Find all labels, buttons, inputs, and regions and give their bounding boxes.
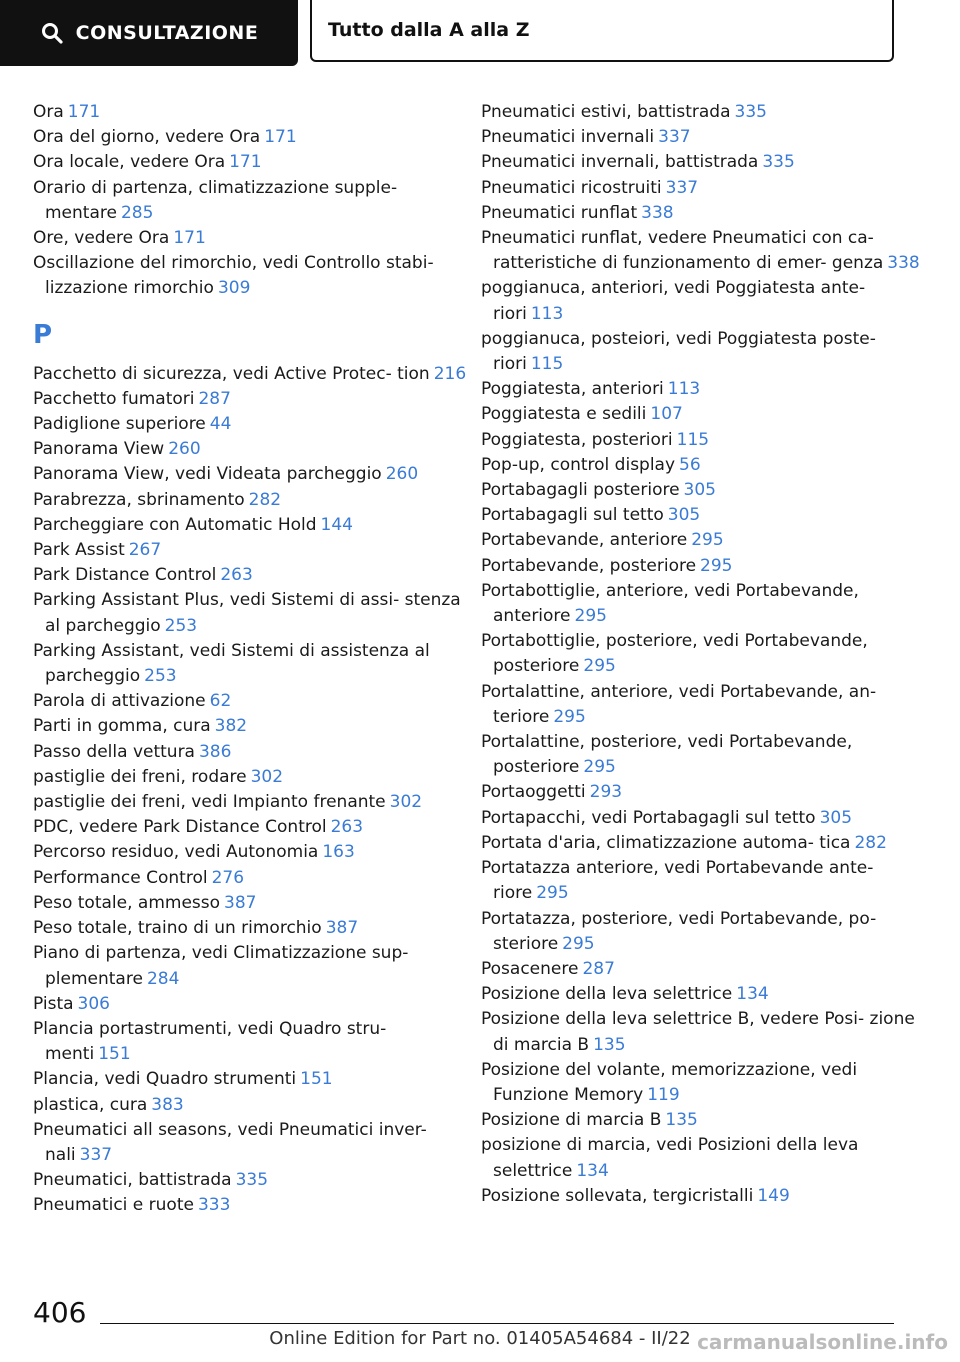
index-entry (481, 1108, 921, 1133)
index-entry (481, 125, 921, 150)
index-entry (33, 100, 473, 125)
page-link[interactable]: 305 (667, 505, 701, 526)
page-link[interactable]: 295 (691, 530, 724, 551)
index-entry-text: PDC, vedere Park Distance Control (33, 817, 327, 838)
index-entry (481, 276, 921, 326)
index-entry-text: Posizione della leva selettrice (481, 984, 733, 1005)
index-entry-text: plastica, cura (33, 1094, 148, 1115)
page-link[interactable]: 163 (322, 842, 355, 863)
index-entry-text: pastiglie dei freni, vedi Impianto frenante (33, 792, 386, 813)
index-entry (481, 907, 921, 957)
index-entry-text: Pneumatici invernali, battistrada (481, 152, 759, 173)
index-entry-text: poggianuca, anteriori, vedi Poggiatesta ante- riori (481, 278, 866, 324)
index-entry-text: Portabagagli posteriore (481, 480, 680, 501)
index-entry-text: Portabagagli sul tetto (481, 505, 664, 526)
page-link[interactable]: 295 (553, 706, 586, 727)
index-column-right (481, 100, 921, 1209)
index-entry-text: Panorama View (33, 439, 165, 460)
index-entry-text: Portaoggetti (481, 782, 586, 803)
page-link[interactable]: 338 (887, 253, 920, 274)
page-link[interactable]: 302 (250, 766, 284, 787)
page-link[interactable]: 295 (583, 757, 616, 778)
index-entry-text: Portabevande, anteriore (481, 530, 688, 551)
index-entry (481, 1007, 921, 1057)
page-link[interactable]: 309 (217, 278, 251, 299)
index-entry-text: Parola di attivazione (33, 691, 206, 712)
index-entry (33, 588, 473, 638)
search-icon (40, 21, 64, 45)
page-link[interactable]: 333 (197, 1195, 231, 1216)
index-entry (33, 891, 473, 916)
index-entry (481, 528, 921, 553)
page-link[interactable]: 253 (164, 615, 198, 636)
index-entry-text: Pneumatici runflat, vedere Pneumatici con ca- ratteristiche di funzionamento di emer- genza (481, 228, 884, 274)
index-entry-text: Portalattine, anteriore, vedi Portabevande, an- teriore (481, 681, 877, 727)
index-entry (33, 689, 473, 714)
index-entry-text: Pacchetto fumatori (33, 388, 195, 409)
index-entry (481, 1133, 921, 1183)
page-link[interactable]: 113 (530, 303, 564, 324)
index-entry-text: Parking Assistant, vedi Sistemi di assistenza al parcheggio (33, 640, 430, 687)
index-entry-text: posizione di marcia, vedi Posizioni della leva selettrice (481, 1135, 859, 1181)
index-entry-text: Poggiatesta, anteriori (481, 379, 664, 400)
index-entry (33, 412, 473, 437)
index-entry-text: Portatazza, posteriore, vedi Portabevande, po- steriore (481, 908, 877, 954)
page-link[interactable]: 295 (700, 555, 733, 576)
index-entry (481, 150, 921, 175)
edition-text: Online Edition for Part no. 01405A54684 - II/22 (269, 1328, 691, 1349)
index-entry (33, 992, 473, 1017)
index-group-p-continued (481, 100, 921, 1209)
page-link[interactable]: 135 (593, 1034, 626, 1055)
index-entry (481, 201, 921, 226)
index-entry-text: Portapacchi, vedi Portabagagli sul tetto (481, 807, 816, 828)
index-column-left (33, 100, 473, 1219)
index-entry-text: Parcheggiare con Automatic Hold (33, 514, 317, 535)
page-link[interactable]: 253 (144, 666, 177, 687)
index-entry (481, 554, 921, 579)
page-link[interactable]: 338 (641, 202, 674, 223)
index-entry (33, 1093, 473, 1118)
index-entry (33, 226, 473, 251)
page-link[interactable]: 267 (128, 540, 162, 561)
index-entry (33, 387, 473, 412)
index-entry-text: Park Assist (33, 540, 125, 561)
page-link[interactable]: 171 (264, 127, 297, 148)
index-entry-text: Padiglione superiore (33, 414, 206, 435)
index-entry (481, 428, 921, 453)
index-entry (481, 806, 921, 831)
index-entry (33, 1168, 473, 1193)
index-entry-text: Ora del giorno, vedere Ora (33, 127, 261, 148)
index-entry (33, 1067, 473, 1092)
index-entry (33, 815, 473, 840)
page-link[interactable]: 260 (385, 464, 419, 485)
index-entry (481, 100, 921, 125)
page-link[interactable]: 44 (209, 414, 232, 435)
index-entry (33, 840, 473, 865)
watermark: carmanualsonline.info (697, 1330, 948, 1354)
page-link[interactable]: 119 (647, 1084, 680, 1105)
page-link[interactable]: 383 (151, 1094, 184, 1115)
page-link[interactable]: 113 (667, 379, 701, 400)
index-entry-text: Panorama View, vedi Videata parcheggio (33, 464, 382, 485)
index-entry (481, 226, 921, 276)
page-link[interactable]: 284 (146, 968, 180, 989)
page-link[interactable]: 295 (536, 883, 569, 904)
index-entry (33, 488, 473, 513)
page-link[interactable]: 135 (665, 1110, 698, 1131)
index-entry-text: Portabottiglie, anteriore, vedi Portabevande, anteriore (481, 580, 859, 627)
index-entry-text: Ora locale, vedere Ora (33, 152, 226, 173)
page-link[interactable]: 382 (214, 716, 248, 737)
index-entry (33, 462, 473, 487)
top-navigation (0, 0, 960, 66)
page-link[interactable]: 285 (120, 202, 154, 223)
index-entry-text: Peso totale, ammesso (33, 892, 221, 913)
page-link[interactable]: 151 (300, 1069, 333, 1090)
index-entry (481, 579, 921, 629)
index-entry (33, 538, 473, 563)
index-entry (481, 982, 921, 1007)
index-entry-text: Piano di partenza, vedi Climatizzazione sup- plementare (33, 943, 409, 989)
index-entry-text: Pacchetto di sicurezza, vedi Active Protec- tion (33, 363, 430, 384)
index-entry (33, 563, 473, 588)
index-entry-text: Ora (33, 102, 64, 122)
index-entry-text: Poggiatesta, posteriori (481, 429, 673, 450)
page-link[interactable]: 305 (683, 480, 716, 501)
index-entry-text: Parabrezza, sbrinamento (33, 489, 245, 510)
index-entry (481, 503, 921, 528)
page-link[interactable]: 216 (433, 363, 467, 384)
index-entry (481, 780, 921, 805)
index-entry-text: Parking Assistant Plus, vedi Sistemi di assi- stenza al parcheggio (33, 590, 461, 636)
index-entry (33, 362, 473, 387)
page-link[interactable]: 335 (734, 102, 767, 122)
page-link[interactable]: 295 (574, 606, 607, 627)
page-link[interactable]: 305 (819, 807, 853, 828)
page-link[interactable]: 337 (658, 127, 691, 148)
page-link[interactable]: 282 (248, 489, 282, 510)
page-link[interactable]: 276 (211, 867, 245, 888)
index-entry (481, 629, 921, 679)
section-letter: P (33, 319, 53, 350)
index-entry (481, 478, 921, 503)
index-entry-text: Posizione del volante, memorizzazione, vedi Funzione Memory (481, 1059, 858, 1105)
index-entry-text: Percorso residuo, vedi Autonomia (33, 842, 319, 863)
index-entry (481, 402, 921, 427)
index-entry (481, 1184, 921, 1209)
index-entry-text: Pneumatici runflat (481, 202, 638, 223)
index-entry-text: Oscillazione del rimorchio, vedi Controllo stabi- lizzazione rimorchio (33, 253, 434, 299)
page-link[interactable]: 260 (168, 439, 201, 460)
index-entry-text: Posizione della leva selettrice B, vedere Posi- zione di marcia B (481, 1009, 915, 1055)
index-entry (481, 327, 921, 377)
index-entry (33, 639, 473, 689)
index-entry (481, 831, 921, 856)
index-entry-text: pastiglie dei freni, rodare (33, 766, 247, 787)
page-link[interactable]: 287 (198, 388, 231, 409)
index-entry (481, 856, 921, 906)
index-entry (481, 680, 921, 730)
page-link[interactable]: 387 (325, 918, 359, 939)
page-link[interactable]: 107 (650, 404, 683, 425)
page-link[interactable]: 171 (173, 228, 206, 249)
index-entry (33, 125, 473, 150)
index-group-o (33, 100, 473, 302)
index-entry (481, 730, 921, 780)
index-entry (33, 866, 473, 891)
page-link[interactable]: 171 (67, 102, 101, 122)
index-entry (33, 513, 473, 538)
page-link[interactable]: 56 (679, 454, 701, 475)
index-entry-text: Plancia, vedi Quadro strumenti (33, 1069, 297, 1090)
page-link[interactable]: 62 (209, 691, 232, 712)
tab-consultazione-label: CONSULTAZIONE (75, 22, 259, 44)
page-link[interactable]: 263 (220, 565, 253, 586)
index-entry-text: Poggiatesta e sedili (481, 404, 647, 425)
index-entry-text: Pneumatici ricostruiti (481, 177, 662, 198)
index-entry (33, 437, 473, 462)
index-entry (481, 957, 921, 982)
index-entry (33, 916, 473, 941)
page-link[interactable]: 337 (665, 177, 699, 198)
page-link[interactable]: 263 (330, 817, 364, 838)
index-entry (33, 740, 473, 765)
page-link[interactable]: 144 (320, 514, 353, 535)
page-link[interactable]: 115 (530, 354, 564, 375)
index-entry-text: Ore, vedere Ora (33, 228, 170, 249)
index-entry-text: Passo della vettura (33, 741, 195, 762)
index-entry-text: Posizione sollevata, tergicristalli (481, 1185, 754, 1206)
index-entry-text: Posacenere (481, 958, 579, 979)
index-entry (33, 150, 473, 175)
index-group-p (33, 362, 473, 1219)
index-entry (33, 941, 473, 991)
index-entry-text: Park Distance Control (33, 565, 217, 586)
page-link[interactable]: 386 (198, 741, 232, 762)
index-entry (33, 1193, 473, 1218)
page-link[interactable]: 335 (235, 1170, 269, 1191)
index-entry-text: poggianuca, posteiori, vedi Poggiatesta poste- riori (481, 328, 876, 375)
index-entry-text: Portatazza anteriore, vedi Portabevande ante- riore (481, 858, 874, 904)
page-number: 406 (33, 1296, 87, 1329)
index-entry (33, 1017, 473, 1067)
page-link[interactable]: 149 (757, 1185, 790, 1206)
index-entry-text: Portata d'aria, climatizzazione automa- tica (481, 832, 851, 853)
index-entry-text: Pneumatici e ruote (33, 1195, 194, 1216)
page-link[interactable]: 337 (79, 1144, 113, 1165)
index-entry (33, 790, 473, 815)
index-entry (481, 1058, 921, 1108)
index-entry (33, 1118, 473, 1168)
index-entry-text: Pneumatici invernali (481, 127, 655, 148)
index-entry-text: Pneumatici estivi, battistrada (481, 102, 731, 122)
footer-divider (100, 1323, 894, 1324)
page-link[interactable]: 302 (389, 792, 423, 813)
page-link[interactable]: 293 (589, 782, 623, 803)
page-link[interactable]: 151 (98, 1044, 131, 1065)
page-link[interactable]: 171 (229, 152, 262, 173)
page-link[interactable]: 387 (224, 892, 257, 913)
index-entry-text: Peso totale, traino di un rimorchio (33, 918, 322, 939)
page-link[interactable]: 134 (576, 1160, 609, 1181)
tab-tutto-dalla-a-alla-z[interactable] (310, 0, 894, 62)
page-link[interactable]: 134 (736, 984, 769, 1005)
index-entry-text: Pop-up, control display (481, 454, 676, 475)
page-link[interactable]: 295 (562, 933, 595, 954)
index-entry-text: Pista (33, 993, 74, 1014)
index-entry (33, 765, 473, 790)
index-entry-text: Plancia portastrumenti, vedi Quadro stru- menti (33, 1018, 387, 1065)
index-entry (33, 251, 473, 301)
index-entry (481, 176, 921, 201)
index-entry (33, 714, 473, 739)
index-entry-text: Posizione di marcia B (481, 1110, 662, 1131)
tab-consultazione[interactable] (0, 0, 298, 66)
index-entry-text: Orario di partenza, climatizzazione supple- mentare (33, 177, 398, 223)
index-entry-text: Portalattine, posteriore, vedi Portabevande, posteriore (481, 732, 853, 778)
page-link[interactable]: 287 (582, 958, 615, 979)
index-entry-text: Portabottiglie, posteriore, vedi Portabevande, posteriore (481, 631, 868, 677)
index-entry (481, 453, 921, 478)
page-link[interactable]: 335 (762, 152, 795, 173)
page-link[interactable]: 282 (854, 832, 887, 853)
index-entry (33, 176, 473, 226)
index-entry (481, 377, 921, 402)
index-entry-text: Pneumatici, battistrada (33, 1170, 232, 1191)
tab-az-label: Tutto dalla A alla Z (328, 19, 530, 41)
index-entry-text: Parti in gomma, cura (33, 716, 211, 737)
page-link[interactable]: 306 (77, 993, 110, 1014)
page-link[interactable]: 115 (676, 429, 710, 450)
page-link[interactable]: 295 (583, 656, 616, 677)
index-entry-text: Portabevande, posteriore (481, 555, 697, 576)
index-entry-text: Performance Control (33, 867, 208, 888)
index-entry-text: Pneumatici all seasons, vedi Pneumatici inver- nali (33, 1119, 427, 1165)
